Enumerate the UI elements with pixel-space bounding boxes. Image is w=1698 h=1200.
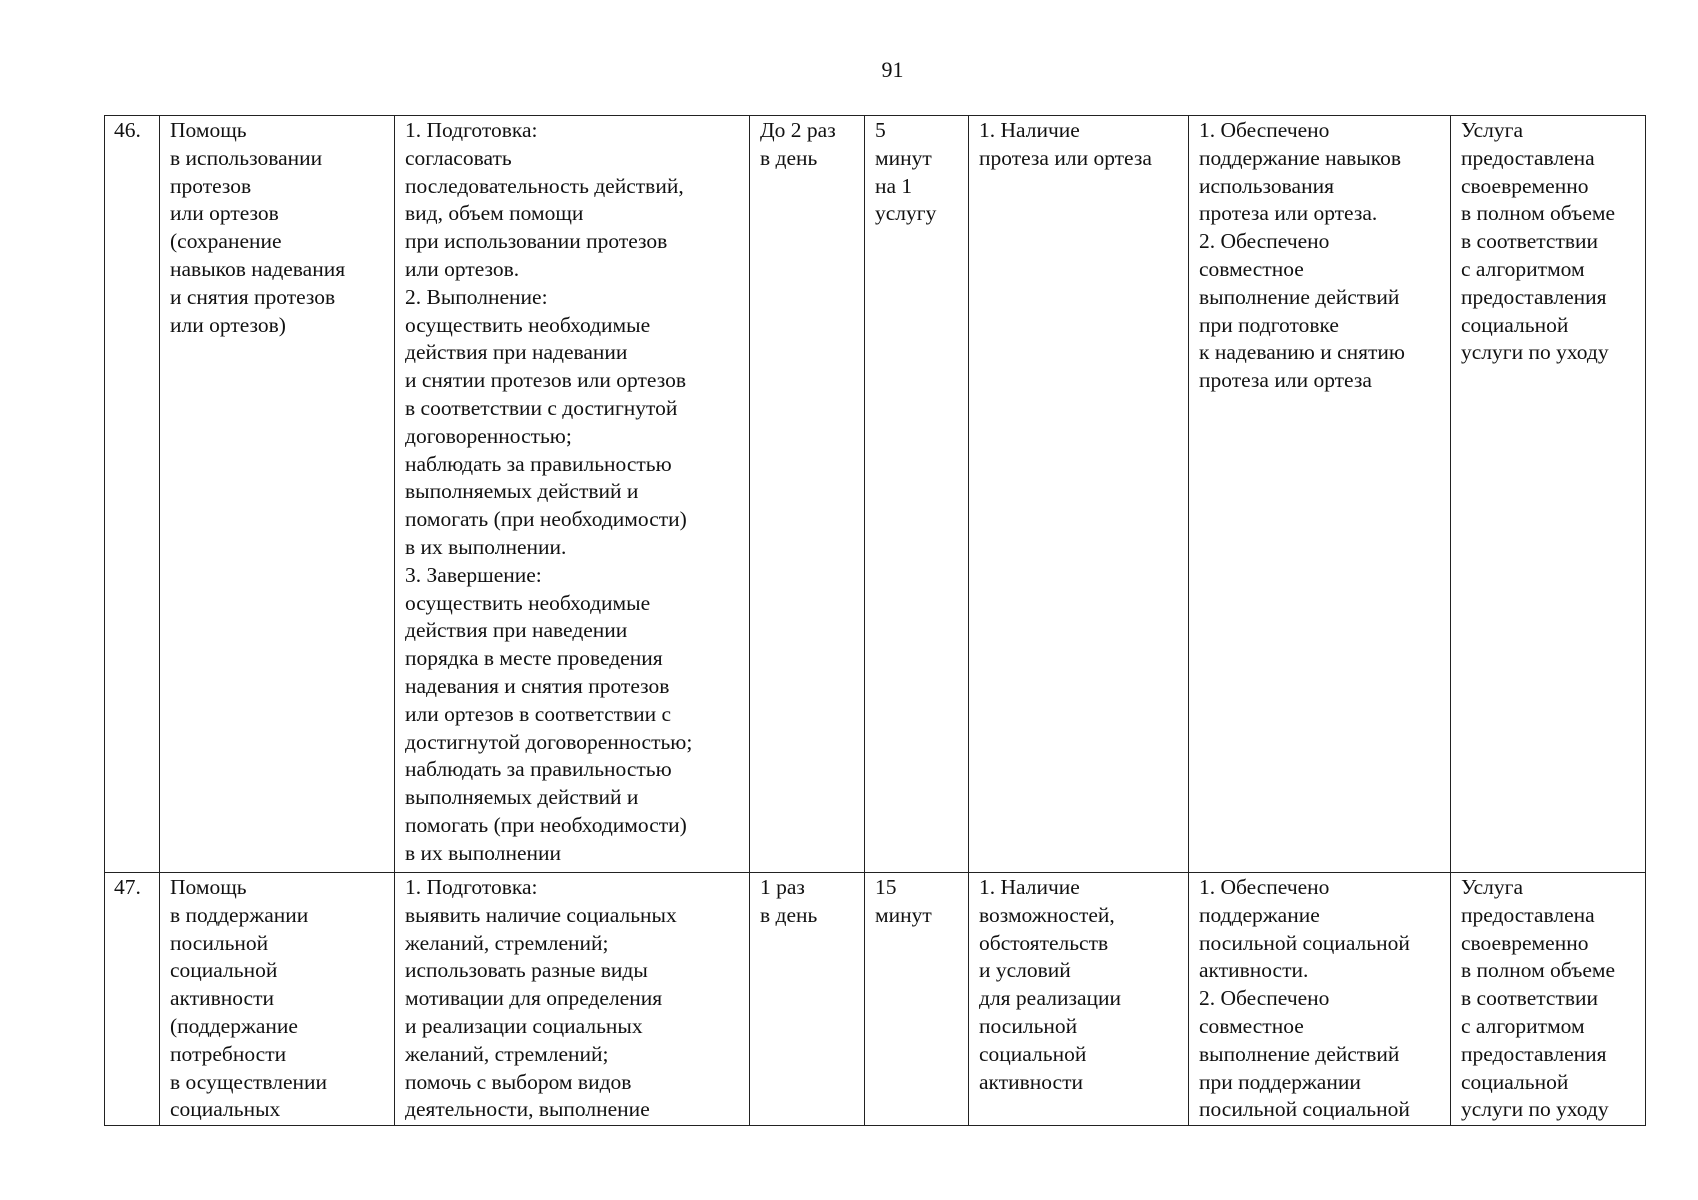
service-time: 15 минут	[865, 873, 969, 1126]
page-number: 91	[881, 57, 904, 82]
service-conditions: 1. Наличие возможностей, обстоятельств и условий для реализации посильной социальной активности	[969, 873, 1189, 1126]
row-number: 47.	[105, 873, 160, 1126]
services-table	[104, 115, 1646, 1126]
service-results: 1. Обеспечено поддержание посильной социальной активности. 2. Обеспечено совместное выполнение действий при поддержании посильной социальной	[1189, 873, 1451, 1126]
service-quality: Услуга предоставлена своевременно в полном объеме в соответствии с алгоритмом предоставления социальной услуги по уходу	[1451, 116, 1646, 873]
service-frequency: 1 раз в день	[750, 873, 865, 1126]
service-quality: Услуга предоставлена своевременно в полном объеме в соответствии с алгоритмом предоставления социальной услуги по уходу	[1451, 873, 1646, 1126]
service-name: Помощь в использовании протезов или ортезов (сохранение навыков надевания и снятия протезов или ортезов)	[160, 116, 395, 873]
row-number: 46.	[105, 116, 160, 873]
service-conditions: 1. Наличие протеза или ортеза	[969, 116, 1189, 873]
service-results: 1. Обеспечено поддержание навыков использования протеза или ортеза. 2. Обеспечено совместное выполнение действий при подготовке к надеванию и снятию протеза или ортеза	[1189, 116, 1451, 873]
service-frequency: До 2 раз в день	[750, 116, 865, 873]
service-description: 1. Подготовка: согласовать последовательность действий, вид, объем помощи при использовании протезов или ортезов. 2. Выполнение: осуществить необходимые действия при надевании и снятии протезов или ортезов в соответствии с достигнутой договоренностью; наблюдать за правильностью выполняемых действий и помогать (при необходимости) в их выполнении. 3. Завершение: осуществить необходимые действия при наведении порядка в месте проведения надевания и снятия протезов или ортезов в соответствии с достигнутой договоренностью; наблюдать за правильностью выполняемых действий и помогать (при необходимости) в их выполнении	[395, 116, 750, 873]
table-row	[105, 873, 1646, 1126]
service-name: Помощь в поддержании посильной социальной активности (поддержание потребности в осуществлении социальных	[160, 873, 395, 1126]
table-row	[105, 116, 1646, 873]
service-time: 5 минут на 1 услугу	[865, 116, 969, 873]
service-description: 1. Подготовка: выявить наличие социальных желаний, стремлений; использовать разные виды мотивации для определения и реализации социальных желаний, стремлений; помочь с выбором видов деятельности, выполнение	[395, 873, 750, 1126]
